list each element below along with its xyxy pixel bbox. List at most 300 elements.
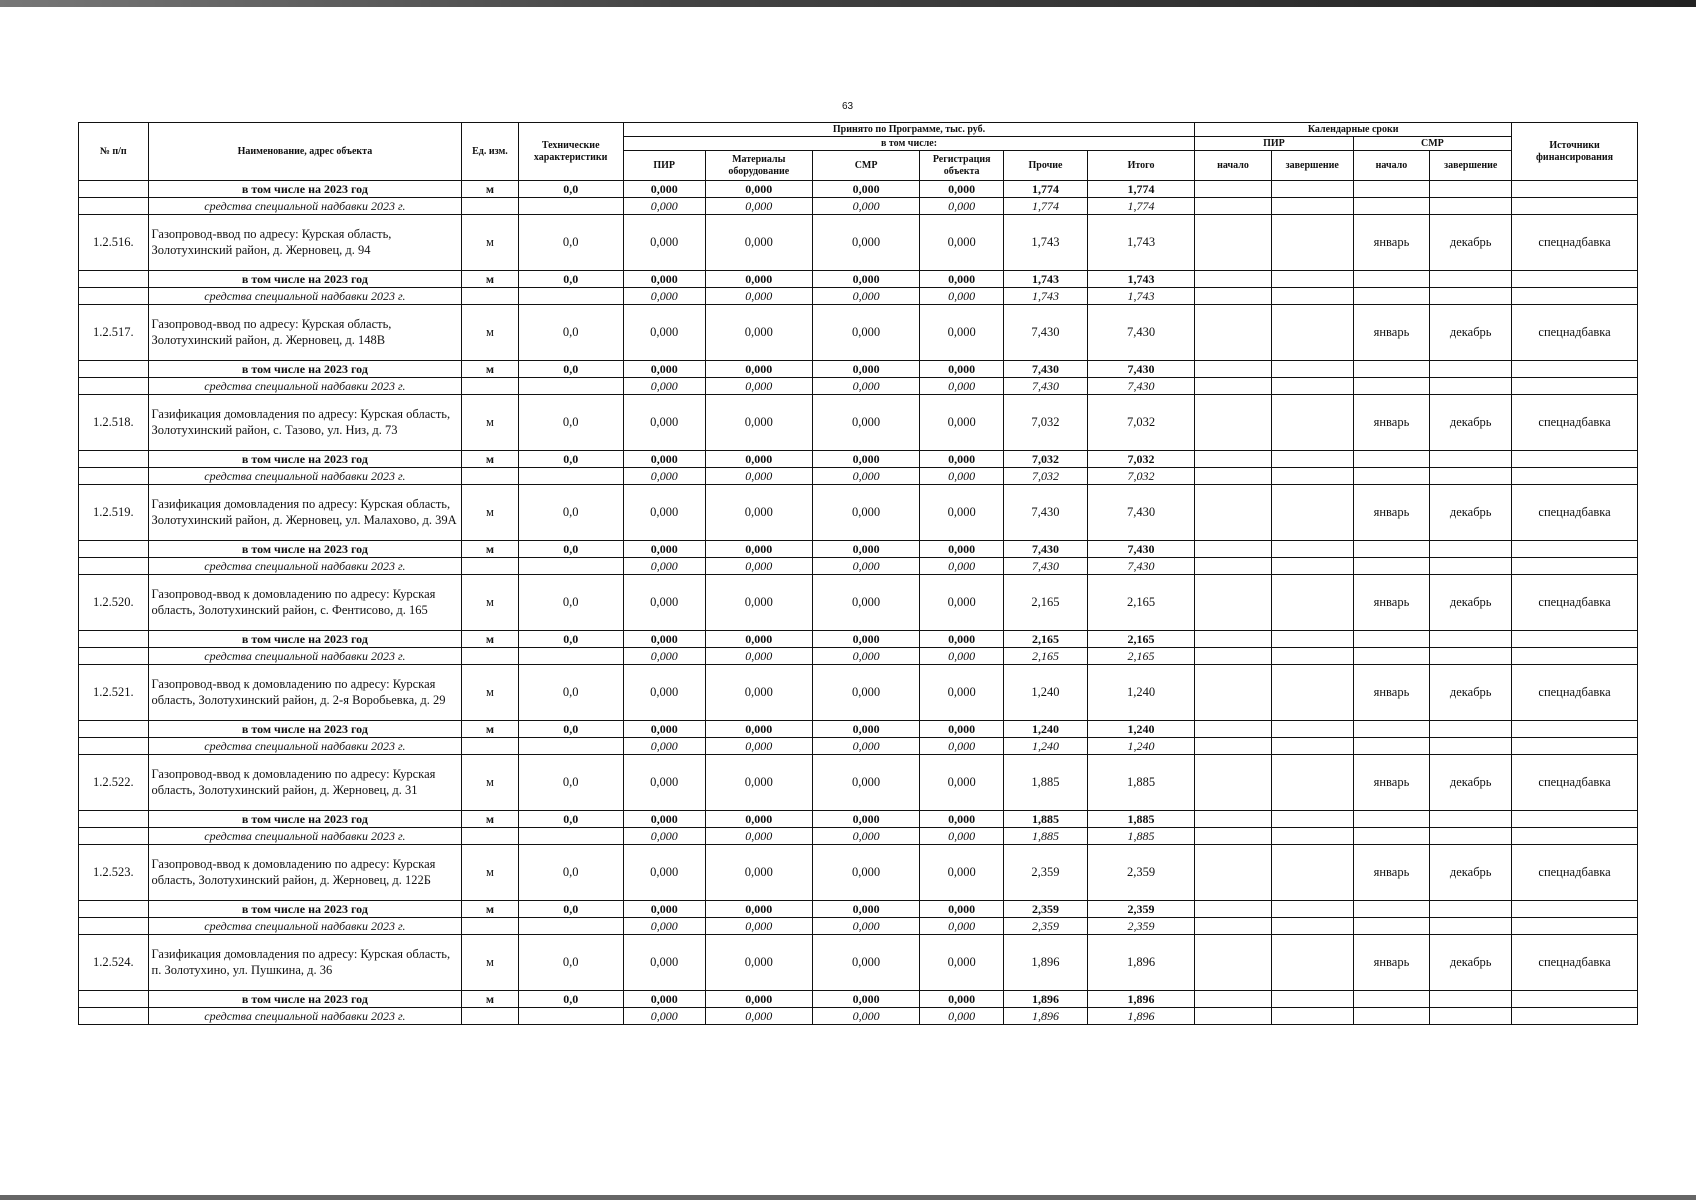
tech-cell: 0,0 [518,215,623,271]
header-num: № п/п [79,123,149,181]
total-cell: 1,885 [1087,755,1194,811]
empty-cell [1271,361,1353,378]
item-number: 1.2.517. [79,305,149,361]
registration-cell: 0,000 [920,198,1004,215]
materials-cell: 0,000 [705,558,812,575]
smr-cell: 0,000 [812,361,919,378]
empty-cell [1271,918,1353,935]
subtotal-label: в том числе на 2023 год [148,361,462,378]
pir-cell: 0,000 [623,361,705,378]
pir-cell: 0,000 [623,198,705,215]
table-row [79,575,1638,631]
total-cell: 7,430 [1087,378,1194,395]
total-cell: 2,165 [1087,648,1194,665]
table-row [79,305,1638,361]
other-cell: 7,032 [1004,395,1088,451]
empty-cell [1512,541,1638,558]
pir-cell: 0,000 [623,305,705,361]
funding-source-cell: спецнадбавка [1512,755,1638,811]
materials-cell: 0,000 [705,721,812,738]
special-fund-label: средства специальной надбавки 2023 г. [148,1008,462,1025]
unit-cell: м [462,541,518,558]
special-fund-label: средства специальной надбавки 2023 г. [148,558,462,575]
special-fund-label: средства специальной надбавки 2023 г. [148,648,462,665]
empty-cell [1271,648,1353,665]
pir-cell: 0,000 [623,738,705,755]
empty-cell [1430,468,1512,485]
empty-cell [1353,378,1430,395]
registration-cell: 0,000 [920,271,1004,288]
empty-cell [1430,271,1512,288]
pir-start-cell [1195,845,1272,901]
total-cell: 1,896 [1087,1008,1194,1025]
other-cell: 2,165 [1004,575,1088,631]
empty-cell [1195,451,1272,468]
empty-cell [1430,378,1512,395]
table-row-subtotal-year [79,721,1638,738]
empty-cell [1512,631,1638,648]
empty-cell [1271,1008,1353,1025]
total-cell: 7,430 [1087,541,1194,558]
pir-cell: 0,000 [623,288,705,305]
empty-cell [518,648,623,665]
materials-cell: 0,000 [705,755,812,811]
pir-start-cell [1195,305,1272,361]
pir-cell: 0,000 [623,755,705,811]
funding-source-cell: спецнадбавка [1512,215,1638,271]
empty-cell [1512,198,1638,215]
empty-cell [1430,738,1512,755]
empty-cell [518,1008,623,1025]
subtotal-label: в том числе на 2023 год [148,721,462,738]
pir-cell: 0,000 [623,648,705,665]
registration-cell: 0,000 [920,558,1004,575]
empty-cell [1353,451,1430,468]
item-number: 1.2.520. [79,575,149,631]
tech-cell: 0,0 [518,395,623,451]
empty-cell [1430,451,1512,468]
total-cell: 7,430 [1087,305,1194,361]
other-cell: 7,430 [1004,305,1088,361]
other-cell: 1,896 [1004,991,1088,1008]
empty-cell [79,738,149,755]
table-row-subtotal-year [79,901,1638,918]
pir-cell: 0,000 [623,631,705,648]
header-registration: Регистрация объекта [920,151,1004,181]
item-number: 1.2.522. [79,755,149,811]
empty-cell [1430,181,1512,198]
empty-cell [1271,288,1353,305]
smr-end-cell: декабрь [1430,935,1512,991]
registration-cell: 0,000 [920,451,1004,468]
tech-cell: 0,0 [518,991,623,1008]
total-cell: 1,896 [1087,991,1194,1008]
empty-cell [1353,738,1430,755]
empty-cell [1271,468,1353,485]
object-name: Газопровод-ввод к домовладению по адресу: Курская область, Золотухинский район, д. 2-я Воробьевка, д. 29 [148,665,462,721]
other-cell: 2,165 [1004,648,1088,665]
smr-cell: 0,000 [812,468,919,485]
other-cell: 2,359 [1004,845,1088,901]
header-pir: ПИР [623,151,705,181]
unit-cell: м [462,361,518,378]
table-row [79,935,1638,991]
unit-cell: м [462,811,518,828]
total-cell: 7,430 [1087,558,1194,575]
table-row-special-fund [79,1008,1638,1025]
empty-cell [1195,648,1272,665]
materials-cell: 0,000 [705,935,812,991]
table-row-subtotal-year [79,181,1638,198]
header-smr: СМР [812,151,919,181]
unit-cell: м [462,631,518,648]
header-smr-end: завершение [1430,151,1512,181]
total-cell: 1,240 [1087,721,1194,738]
other-cell: 1,240 [1004,721,1088,738]
pir-start-cell [1195,395,1272,451]
header-other: Прочие [1004,151,1088,181]
empty-cell [462,1008,518,1025]
smr-cell: 0,000 [812,935,919,991]
pir-cell: 0,000 [623,811,705,828]
smr-cell: 0,000 [812,845,919,901]
empty-cell [1195,361,1272,378]
item-number: 1.2.519. [79,485,149,541]
empty-cell [462,288,518,305]
smr-cell: 0,000 [812,631,919,648]
empty-cell [79,468,149,485]
empty-cell [1430,288,1512,305]
pir-cell: 0,000 [623,215,705,271]
scan-edge-top [0,0,1696,7]
smr-cell: 0,000 [812,991,919,1008]
materials-cell: 0,000 [705,1008,812,1025]
smr-end-cell: декабрь [1430,305,1512,361]
table-row [79,485,1638,541]
materials-cell: 0,000 [705,828,812,845]
empty-cell [1271,541,1353,558]
item-number: 1.2.516. [79,215,149,271]
funding-source-cell: спецнадбавка [1512,935,1638,991]
smr-start-cell: январь [1353,575,1430,631]
registration-cell: 0,000 [920,755,1004,811]
smr-cell: 0,000 [812,198,919,215]
other-cell: 2,359 [1004,918,1088,935]
table-row-subtotal-year [79,361,1638,378]
table-row [79,755,1638,811]
pir-end-cell [1271,755,1353,811]
header-cal-pir: ПИР [1195,137,1353,151]
unit-cell: м [462,305,518,361]
pir-end-cell [1271,935,1353,991]
smr-end-cell: декабрь [1430,755,1512,811]
empty-cell [79,721,149,738]
table-row-special-fund [79,468,1638,485]
pir-end-cell [1271,665,1353,721]
empty-cell [1353,361,1430,378]
funding-source-cell: спецнадбавка [1512,845,1638,901]
registration-cell: 0,000 [920,575,1004,631]
empty-cell [1512,721,1638,738]
empty-cell [1353,811,1430,828]
pir-end-cell [1271,395,1353,451]
table-body [79,181,1638,1025]
total-cell: 1,774 [1087,198,1194,215]
subtotal-label: в том числе на 2023 год [148,631,462,648]
empty-cell [518,378,623,395]
table-row-subtotal-year [79,811,1638,828]
empty-cell [1353,558,1430,575]
total-cell: 7,430 [1087,361,1194,378]
empty-cell [1512,648,1638,665]
other-cell: 7,032 [1004,468,1088,485]
other-cell: 7,430 [1004,361,1088,378]
materials-cell: 0,000 [705,305,812,361]
special-fund-label: средства специальной надбавки 2023 г. [148,198,462,215]
smr-start-cell: январь [1353,395,1430,451]
unit-cell: м [462,665,518,721]
smr-cell: 0,000 [812,271,919,288]
smr-cell: 0,000 [812,575,919,631]
total-cell: 1,885 [1087,811,1194,828]
empty-cell [1430,721,1512,738]
pir-cell: 0,000 [623,721,705,738]
empty-cell [518,828,623,845]
unit-cell: м [462,215,518,271]
empty-cell [1195,198,1272,215]
other-cell: 1,240 [1004,738,1088,755]
empty-cell [1195,828,1272,845]
empty-cell [79,991,149,1008]
tech-cell: 0,0 [518,575,623,631]
unit-cell: м [462,991,518,1008]
total-cell: 1,743 [1087,271,1194,288]
smr-cell: 0,000 [812,665,919,721]
unit-cell: м [462,485,518,541]
empty-cell [1353,631,1430,648]
empty-cell [1430,828,1512,845]
table-row-subtotal-year [79,631,1638,648]
total-cell: 2,359 [1087,918,1194,935]
tech-cell: 0,0 [518,811,623,828]
table-row-special-fund [79,648,1638,665]
unit-cell: м [462,755,518,811]
registration-cell: 0,000 [920,378,1004,395]
total-cell: 1,240 [1087,738,1194,755]
materials-cell: 0,000 [705,181,812,198]
registration-cell: 0,000 [920,935,1004,991]
subtotal-label: в том числе на 2023 год [148,451,462,468]
total-cell: 7,032 [1087,451,1194,468]
total-cell: 2,359 [1087,845,1194,901]
pir-cell: 0,000 [623,395,705,451]
pir-cell: 0,000 [623,1008,705,1025]
smr-cell: 0,000 [812,811,919,828]
smr-end-cell: декабрь [1430,575,1512,631]
pir-cell: 0,000 [623,378,705,395]
materials-cell: 0,000 [705,901,812,918]
empty-cell [1353,721,1430,738]
empty-cell [462,918,518,935]
pir-cell: 0,000 [623,991,705,1008]
empty-cell [1195,811,1272,828]
empty-cell [1195,721,1272,738]
pir-cell: 0,000 [623,575,705,631]
table-row-special-fund [79,198,1638,215]
special-fund-label: средства специальной надбавки 2023 г. [148,468,462,485]
other-cell: 1,885 [1004,755,1088,811]
materials-cell: 0,000 [705,811,812,828]
tech-cell: 0,0 [518,485,623,541]
other-cell: 1,896 [1004,1008,1088,1025]
empty-cell [1430,558,1512,575]
empty-cell [1512,451,1638,468]
empty-cell [518,558,623,575]
empty-cell [1353,1008,1430,1025]
empty-cell [1271,991,1353,1008]
empty-cell [1195,468,1272,485]
empty-cell [1512,558,1638,575]
object-name: Газопровод-ввод к домовладению по адресу: Курская область, Золотухинский район, д. Жерновец, д. 31 [148,755,462,811]
empty-cell [1195,288,1272,305]
smr-cell: 0,000 [812,305,919,361]
funding-source-cell: спецнадбавка [1512,665,1638,721]
materials-cell: 0,000 [705,215,812,271]
empty-cell [79,901,149,918]
materials-cell: 0,000 [705,271,812,288]
object-name: Газификация домовладения по адресу: Курская область, п. Золотухино, ул. Пушкина, д. 36 [148,935,462,991]
registration-cell: 0,000 [920,395,1004,451]
empty-cell [1195,558,1272,575]
empty-cell [79,828,149,845]
pir-cell: 0,000 [623,485,705,541]
empty-cell [1430,991,1512,1008]
empty-cell [79,198,149,215]
empty-cell [1430,541,1512,558]
total-cell: 1,896 [1087,935,1194,991]
empty-cell [79,541,149,558]
empty-cell [1271,198,1353,215]
subtotal-label: в том числе на 2023 год [148,181,462,198]
pir-end-cell [1271,485,1353,541]
materials-cell: 0,000 [705,361,812,378]
pir-cell: 0,000 [623,541,705,558]
table-row-special-fund [79,828,1638,845]
empty-cell [1512,271,1638,288]
pir-start-cell [1195,935,1272,991]
pir-start-cell [1195,665,1272,721]
special-fund-label: средства специальной надбавки 2023 г. [148,378,462,395]
empty-cell [1353,288,1430,305]
pir-cell: 0,000 [623,935,705,991]
subtotal-label: в том числе на 2023 год [148,991,462,1008]
funding-source-cell: спецнадбавка [1512,575,1638,631]
empty-cell [1195,378,1272,395]
other-cell: 2,165 [1004,631,1088,648]
empty-cell [1353,918,1430,935]
empty-cell [462,558,518,575]
item-number: 1.2.521. [79,665,149,721]
total-cell: 7,032 [1087,395,1194,451]
empty-cell [1512,468,1638,485]
object-name: Газопровод-ввод по адресу: Курская область, Золотухинский район, д. Жерновец, д. 94 [148,215,462,271]
smr-start-cell: январь [1353,755,1430,811]
empty-cell [1195,1008,1272,1025]
header-total: Итого [1087,151,1194,181]
registration-cell: 0,000 [920,468,1004,485]
other-cell: 1,885 [1004,828,1088,845]
item-number: 1.2.524. [79,935,149,991]
other-cell: 1,774 [1004,181,1088,198]
registration-cell: 0,000 [920,288,1004,305]
registration-cell: 0,000 [920,181,1004,198]
unit-cell: м [462,451,518,468]
empty-cell [518,738,623,755]
empty-cell [1353,468,1430,485]
empty-cell [1430,918,1512,935]
empty-cell [1353,828,1430,845]
empty-cell [462,198,518,215]
empty-cell [1512,901,1638,918]
other-cell: 1,743 [1004,215,1088,271]
total-cell: 7,032 [1087,468,1194,485]
page-number: 63 [842,101,854,112]
tech-cell: 0,0 [518,665,623,721]
funding-source-cell: спецнадбавка [1512,305,1638,361]
table-row-special-fund [79,378,1638,395]
table-row [79,395,1638,451]
table-row-subtotal-year [79,541,1638,558]
other-cell: 7,430 [1004,558,1088,575]
subtotal-label: в том числе на 2023 год [148,271,462,288]
empty-cell [1353,901,1430,918]
smr-start-cell: январь [1353,845,1430,901]
smr-cell: 0,000 [812,288,919,305]
registration-cell: 0,000 [920,918,1004,935]
pir-end-cell [1271,305,1353,361]
other-cell: 7,430 [1004,541,1088,558]
pir-start-cell [1195,215,1272,271]
empty-cell [1195,738,1272,755]
header-sources: Источники финансирования [1512,123,1638,181]
empty-cell [1271,631,1353,648]
empty-cell [79,271,149,288]
empty-cell [1512,181,1638,198]
smr-cell: 0,000 [812,918,919,935]
tech-cell: 0,0 [518,935,623,991]
tech-cell: 0,0 [518,541,623,558]
special-fund-label: средства специальной надбавки 2023 г. [148,288,462,305]
registration-cell: 0,000 [920,828,1004,845]
header-pir-end: завершение [1271,151,1353,181]
empty-cell [1353,271,1430,288]
registration-cell: 0,000 [920,991,1004,1008]
empty-cell [1430,901,1512,918]
smr-cell: 0,000 [812,721,919,738]
empty-cell [79,558,149,575]
tech-cell: 0,0 [518,305,623,361]
other-cell: 1,240 [1004,665,1088,721]
registration-cell: 0,000 [920,485,1004,541]
empty-cell [1271,271,1353,288]
pir-cell: 0,000 [623,828,705,845]
materials-cell: 0,000 [705,575,812,631]
smr-cell: 0,000 [812,558,919,575]
empty-cell [1271,901,1353,918]
empty-cell [1353,991,1430,1008]
pir-cell: 0,000 [623,468,705,485]
total-cell: 1,885 [1087,828,1194,845]
